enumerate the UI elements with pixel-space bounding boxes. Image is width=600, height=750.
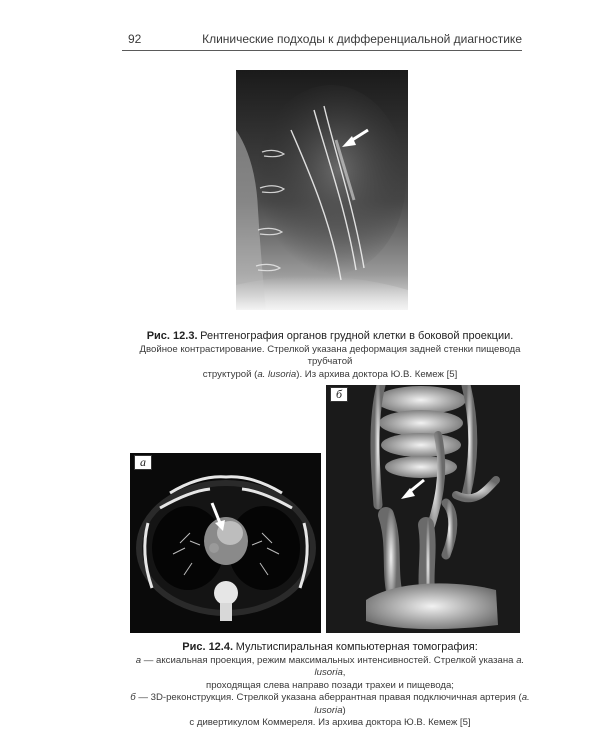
panel-label-a: а xyxy=(134,455,152,470)
caption-text: — аксиальная проекция, режим максимальных интенсивностей. Стрелкой указана xyxy=(141,654,517,666)
caption-line: проходящая слева направо позади трахеи и пищевода; xyxy=(206,679,454,691)
caption-line: Двойное контрастирование. Стрелкой указана деформация задней стенки пищевода трубчатой xyxy=(139,343,521,367)
part-letter-b: б xyxy=(130,692,136,703)
caption-text: структурой ( xyxy=(202,368,258,380)
running-title: Клинические подходы к дифференциальной диагностике xyxy=(202,32,522,46)
figure-caption-12-4 xyxy=(120,641,540,730)
caption-italic-term: a. lusoria xyxy=(257,368,297,380)
header-rule xyxy=(122,50,522,51)
ct-axial-image xyxy=(130,453,321,633)
figure-title: Мультиспиральная компьютерная томография: xyxy=(235,641,478,653)
caption-text: ) xyxy=(342,704,346,716)
caption-italic-term: a. lusoria xyxy=(314,692,530,716)
ct-3d-reconstruction-image xyxy=(326,385,520,633)
figure-label: Рис. 12.4. xyxy=(182,641,234,653)
part-letter-a: а xyxy=(135,654,142,666)
figure-caption-12-3 xyxy=(120,330,540,381)
caption-text: — 3D-реконструкция. Стрелкой указана аберрантная правая подключичная артерия ( xyxy=(135,692,522,703)
figure-title: Рентгенография органов грудной клетки в боковой проекции. xyxy=(200,330,514,342)
caption-italic-term: a. lusoria xyxy=(314,654,525,678)
chest-xray-image xyxy=(236,70,408,310)
figure-label: Рис. 12.3. xyxy=(146,330,198,342)
page-number: 92 xyxy=(128,32,142,46)
caption-line: с дивертикулом Коммереля. Из архива доктора Ю.В. Кемеж [5] xyxy=(189,717,471,728)
caption-text: , xyxy=(342,667,346,678)
caption-text: ). Из архива доктора Ю.В. Кемеж [5] xyxy=(296,368,458,380)
panel-label-b: б xyxy=(330,387,348,402)
